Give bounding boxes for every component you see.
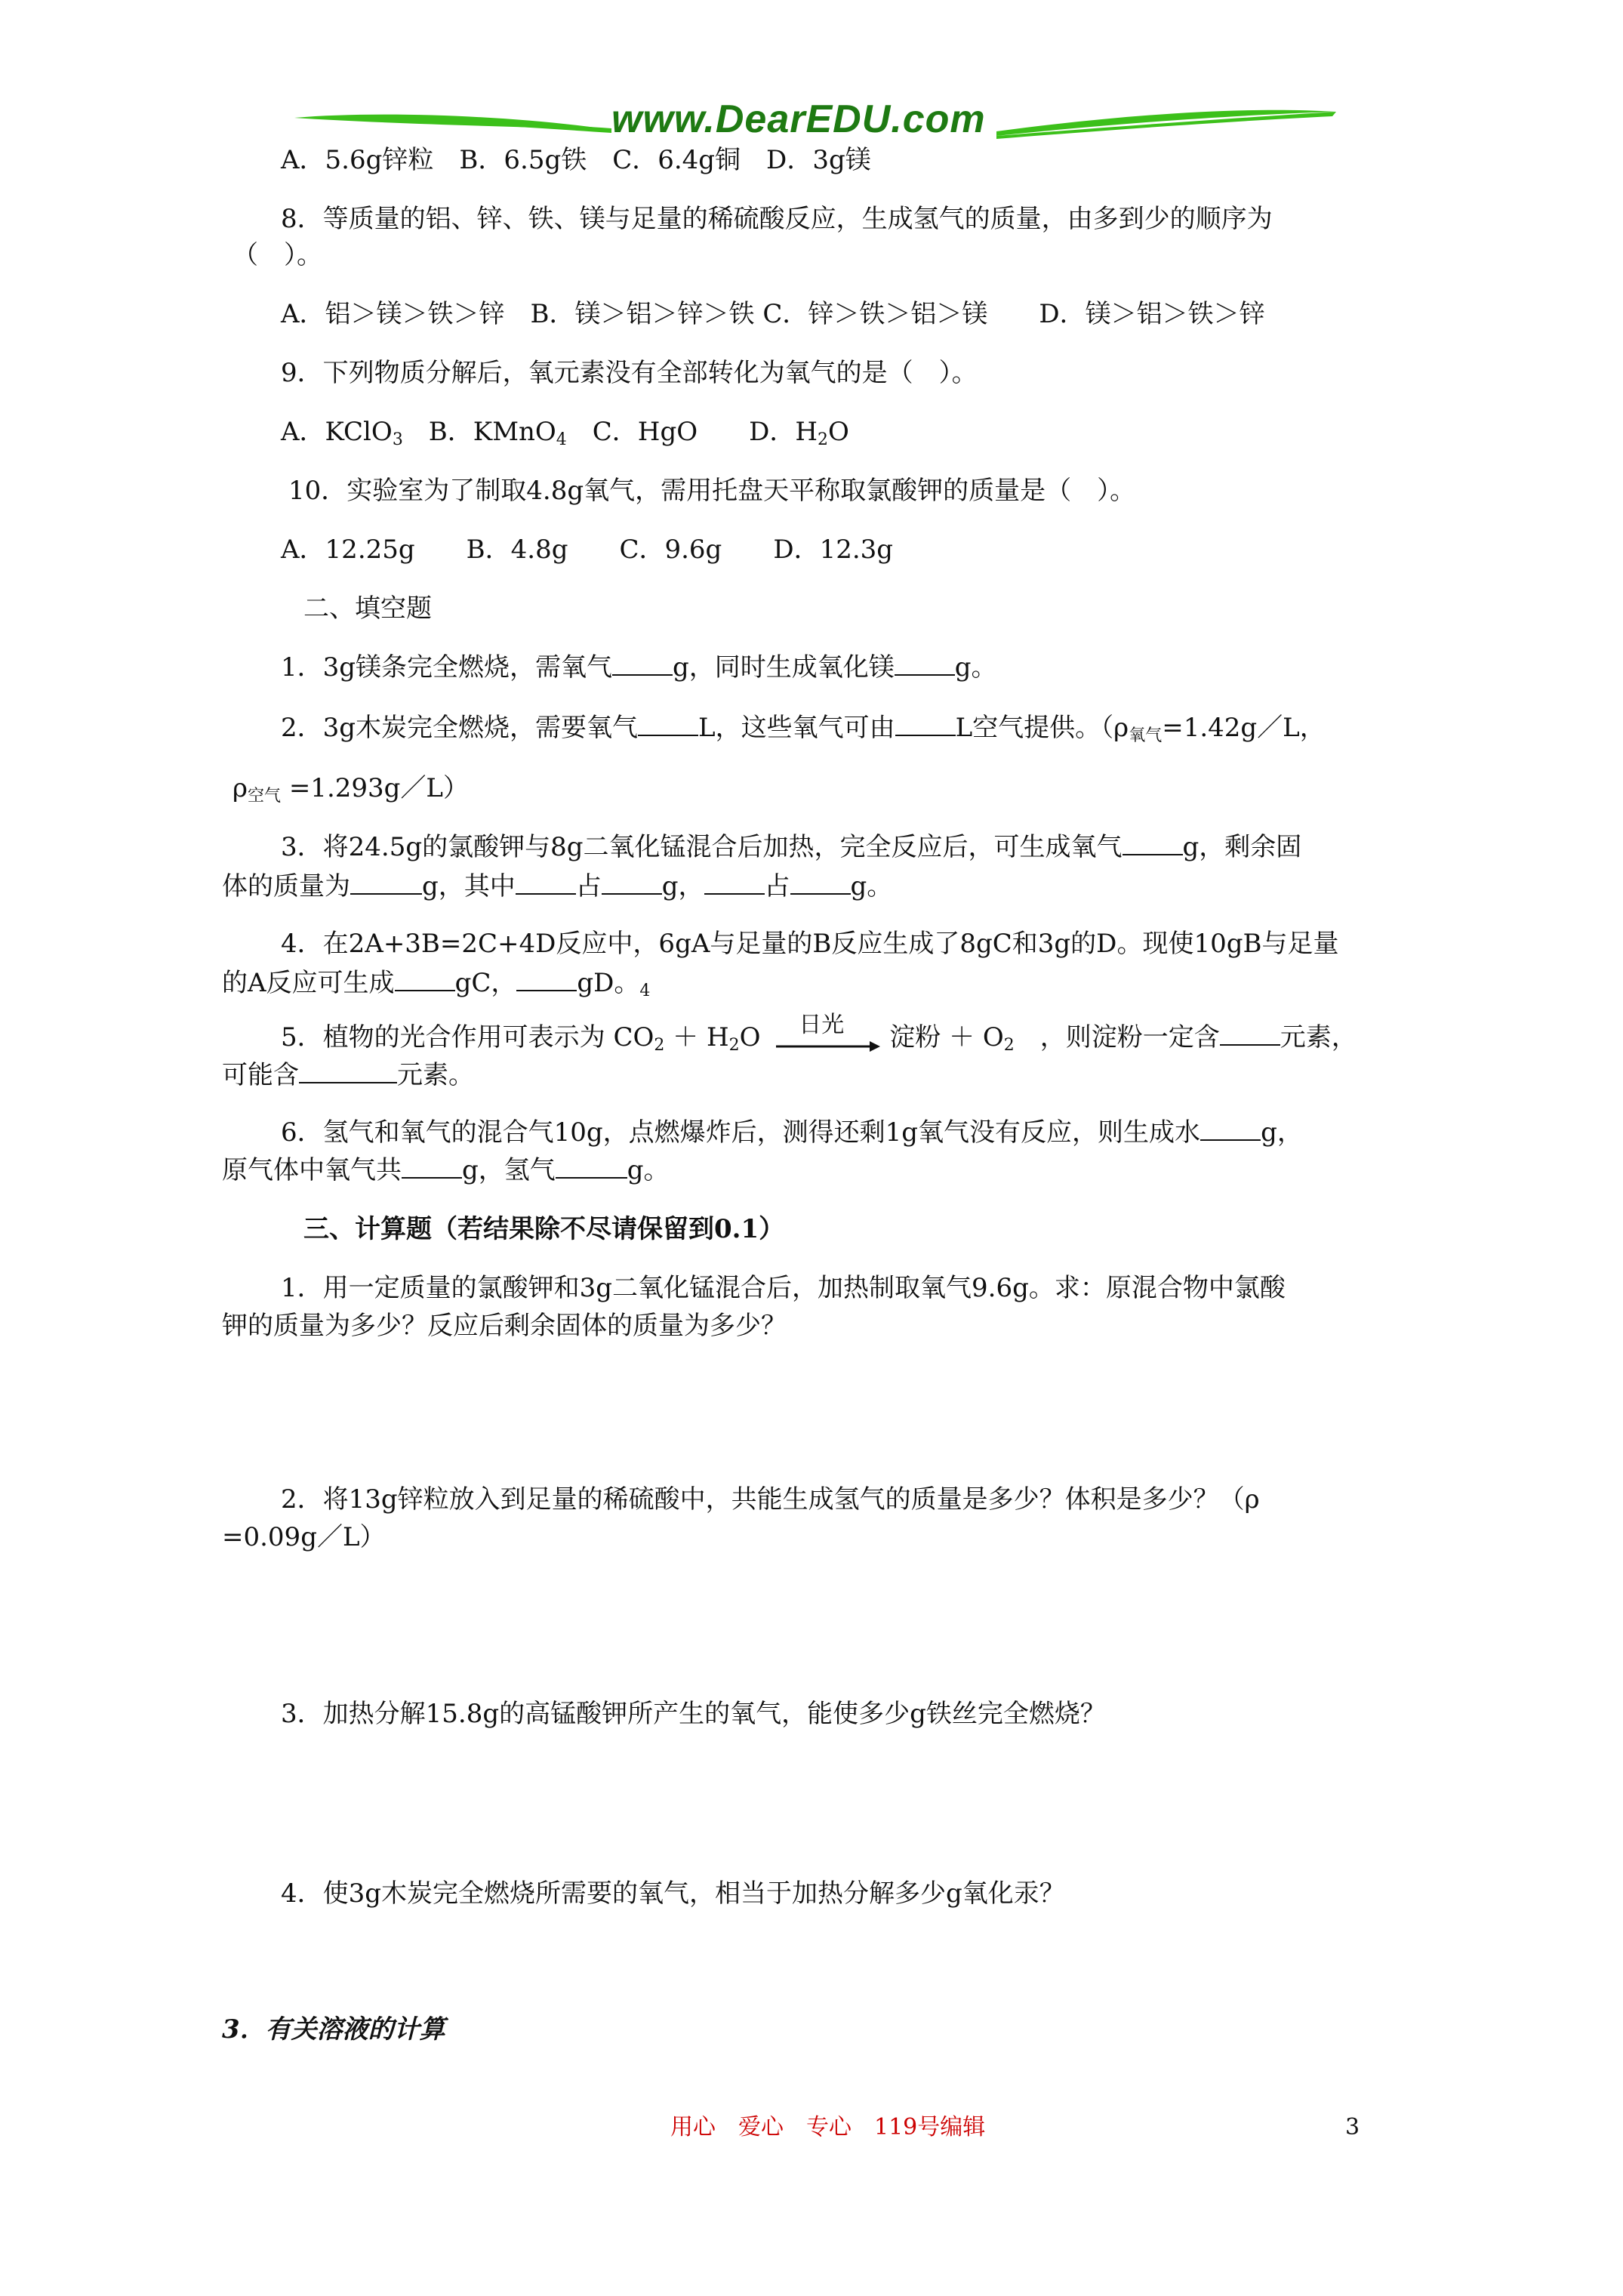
answer-blank[interactable]	[790, 871, 851, 895]
fill-5-text: O	[739, 1022, 761, 1052]
fill-3-text: 3．将24.5g的氯酸钾与8g二氧化锰混合后加热，完全反应后，可生成氧气	[281, 832, 1123, 862]
fill-2	[281, 710, 1326, 746]
fill-3	[281, 829, 1301, 865]
fill-6-text: 原气体中氧气共	[222, 1155, 402, 1185]
answer-blank[interactable]	[350, 871, 422, 895]
q8-stem: 8．等质量的铝、锌、铁、镁与足量的稀硫酸反应，生成氢气的质量，由多到少的顺序为	[281, 204, 1273, 234]
fill-2-text: ρ	[233, 773, 248, 803]
answer-blank[interactable]	[402, 1154, 462, 1179]
answer-blank[interactable]	[395, 967, 455, 991]
fill-2-cont	[233, 770, 469, 806]
answer-blank[interactable]	[556, 1154, 627, 1179]
fill-3-text: g，其中	[422, 871, 516, 901]
fill-3-text: g。	[850, 871, 893, 901]
fill-5-text: 淀粉 ＋ O	[889, 1022, 1004, 1052]
fill-4-text: gD。	[577, 968, 640, 998]
subscript: 2	[818, 430, 829, 449]
fill-3-text: 占	[764, 871, 790, 901]
fill-4-text: 的A反应可生成	[222, 968, 395, 998]
fill-5-text: ，则淀粉一定含	[1014, 1022, 1220, 1052]
calc-2-cont: =0.09g／L）	[222, 1522, 386, 1552]
subscript: 2	[728, 1036, 740, 1055]
calc-1: 1．用一定质量的氯酸钾和3g二氧化锰混合后，加热制取氧气9.6g。求：原混合物中氯酸	[281, 1273, 1286, 1303]
answer-blank[interactable]	[704, 871, 765, 895]
page-number: 3	[1345, 2114, 1360, 2140]
fill-6-text: 6．氢气和氧气的混合气10g，点燃爆炸后，测得还剩1g氧气没有反应，则生成水	[281, 1117, 1201, 1148]
subscript: 2	[654, 1036, 665, 1055]
logo-text: www.DearEDU.com	[611, 97, 986, 141]
fill-2-text: L空气提供。（ρ	[955, 713, 1129, 743]
q9-opt-d: O	[828, 417, 849, 447]
answer-blank[interactable]	[299, 1059, 397, 1083]
fill-5	[281, 1012, 1357, 1056]
q9-opt-c: C．HgO D．H	[566, 417, 818, 447]
answer-blank[interactable]	[516, 871, 576, 895]
fill-5-text: 5．植物的光合作用可表示为 CO	[281, 1022, 654, 1052]
calc-2: 2．将13g锌粒放入到足量的稀硫酸中，共能生成氢气的质量是多少？体积是多少？（ρ	[281, 1484, 1260, 1515]
answer-blank[interactable]	[516, 967, 577, 991]
subscript: 空气	[248, 787, 282, 806]
calc-4: 4．使3g木炭完全燃烧所需要的氧气，相当于加热分解多少g氧化汞？	[281, 1878, 1065, 1909]
section2-title: 二、填空题	[303, 593, 432, 624]
q8-stem-cont: （ ）。	[233, 240, 322, 270]
fill-2-text: =1.42g／L，	[1162, 713, 1326, 743]
subscript: 3	[392, 430, 403, 449]
fill-6	[281, 1114, 1303, 1151]
calc-1-cont: 钾的质量为多少？反应后剩余固体的质量为多少？	[222, 1311, 787, 1341]
subscript: 氧气	[1129, 726, 1163, 745]
fill-4: 4．在2A+3B=2C+4D反应中，6gA与足量的B反应生成了8gC和3g的D。现使10gB与足量	[281, 929, 1339, 959]
subscript: 2	[1003, 1036, 1015, 1055]
q9-stem: 9．下列物质分解后，氧元素没有全部转化为氧气的是（ ）。	[281, 358, 978, 388]
section3-title: 三、计算题（若结果除不尽请保留到0.1）	[303, 1214, 785, 1244]
subscript: 4	[639, 982, 651, 1000]
section-heading: 3．有关溶液的计算	[222, 2014, 445, 2045]
answer-blank[interactable]	[1200, 1117, 1261, 1141]
right-arrow-icon	[776, 1027, 882, 1057]
q9-opt-a: A．KClO	[281, 417, 393, 447]
fill-6-cont	[222, 1152, 670, 1188]
fill-5-text: 可能含	[222, 1060, 299, 1090]
answer-blank[interactable]	[612, 652, 673, 676]
fill-1-text: g。	[954, 652, 997, 683]
fill-3-text: g，剩余固	[1182, 832, 1302, 862]
fill-3-cont	[222, 868, 892, 905]
fill-4-text: gC，	[454, 968, 517, 998]
fill-2-text: =1.293g／L）	[281, 773, 469, 803]
fill-1-text: 1．3g镁条完全燃烧，需氧气	[281, 652, 613, 683]
subscript: 4	[556, 430, 567, 449]
fill-5-cont	[222, 1057, 474, 1093]
fill-3-text: 体的质量为	[222, 871, 350, 901]
q8-options: A．铝＞镁＞铁＞锌 B．镁＞铝＞锌＞铁 C．锌＞铁＞铝＞镁 D．镁＞铝＞铁＞锌	[281, 299, 1265, 329]
footer-center: 用心 爱心 专心 119号编辑	[670, 2114, 986, 2140]
q9-options	[281, 414, 849, 450]
fill-3-text: g，	[661, 871, 704, 901]
answer-blank[interactable]	[1123, 831, 1183, 855]
q7-options: A．5.6g锌粒 B．6.5g铁 C．6.4g铜 D．3g镁	[281, 145, 871, 175]
fill-2-text: 2．3g木炭完全燃烧，需要氧气	[281, 713, 639, 743]
fill-5-text: 元素。	[397, 1060, 474, 1090]
q10-stem: 10．实验室为了制取4.8g氧气，需用托盘天平称取氯酸钾的质量是（ ）。	[288, 476, 1136, 506]
fill-1-text: g，同时生成氧化镁	[673, 652, 895, 683]
fill-6-text: g，氢气	[462, 1155, 556, 1185]
answer-blank[interactable]	[895, 652, 955, 676]
answer-blank[interactable]	[895, 712, 956, 736]
fill-5-text: ＋ H	[664, 1022, 729, 1052]
fill-4-cont	[222, 965, 650, 1001]
fill-6-text: g。	[627, 1155, 670, 1185]
answer-blank[interactable]	[638, 712, 698, 736]
q9-opt-b: B．KMnO	[402, 417, 556, 447]
answer-blank[interactable]	[1220, 1022, 1280, 1046]
reaction-arrow	[776, 1012, 882, 1054]
fill-5-text: 元素，	[1280, 1022, 1357, 1052]
fill-3-text: 占	[575, 871, 602, 901]
answer-blank[interactable]	[602, 871, 662, 895]
arrow-label: 日光	[799, 1012, 845, 1038]
calc-3: 3．加热分解15.8g的高锰酸钾所产生的氧气，能使多少g铁丝完全燃烧？	[281, 1699, 1106, 1729]
fill-1	[281, 649, 997, 686]
fill-6-text: g，	[1261, 1117, 1303, 1148]
fill-2-text: L，这些氧气可由	[698, 713, 895, 743]
q10-options: A．12.25g B．4.8g C．9.6g D．12.3g	[281, 535, 894, 565]
